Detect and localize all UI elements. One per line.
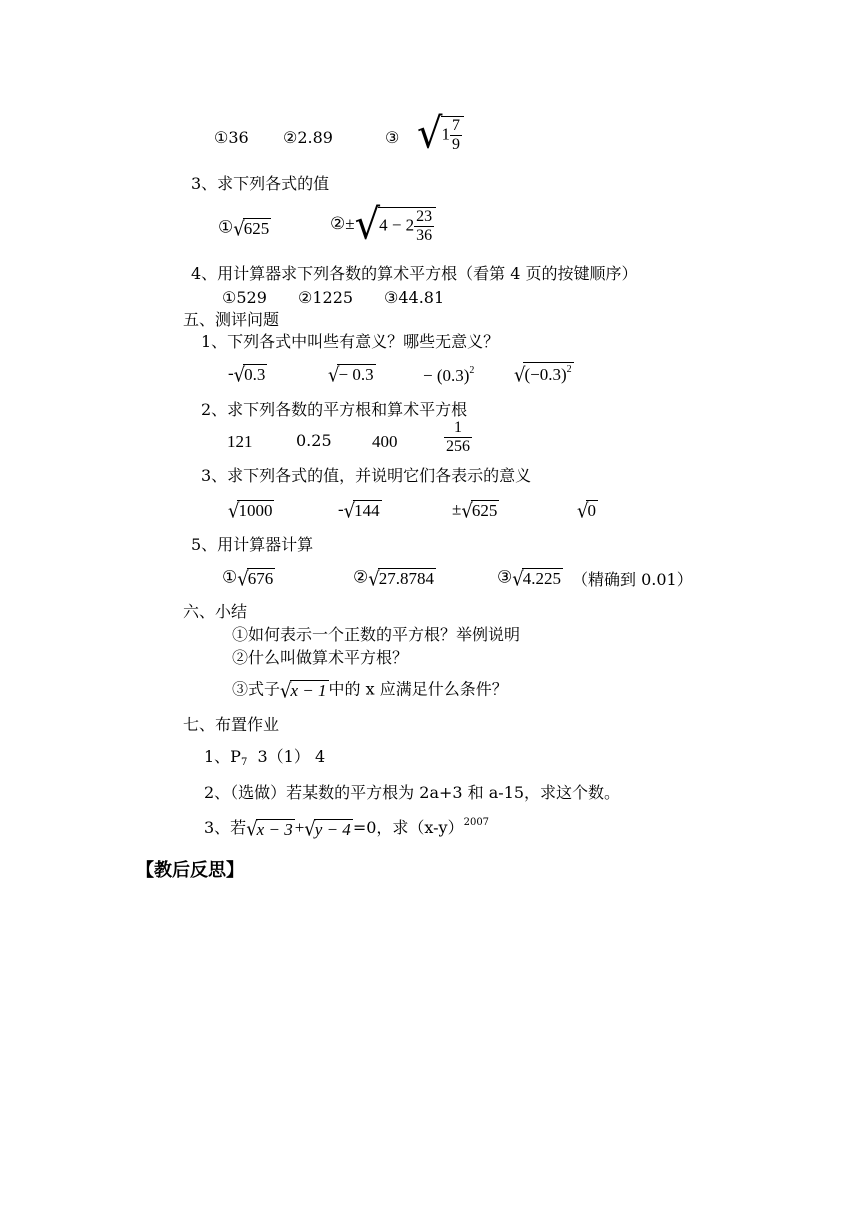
q3-expr-a: ①√625 — [218, 217, 270, 241]
s5-q5-expr-b: ②√27.8784 — [353, 567, 434, 591]
s5-q3-expr-d: √0 — [577, 499, 596, 523]
s5-q2-item-c: 400 — [372, 432, 398, 451]
s5-q1-expr-d: $√(-0.3)^2$ — [514, 363, 572, 387]
section-5-title: 五、测评问题 — [183, 310, 280, 329]
s5-q3-title: 3、求下列各式的值，并说明它们各表示的意义 — [201, 466, 532, 485]
s5-q2-item-a: 121 — [227, 432, 253, 451]
section-7-title: 七、布置作业 — [183, 715, 280, 734]
reflection-heading: 【教后反思】 — [136, 860, 244, 881]
s5-q1-title: 1、下列各式中叫些有意义？哪些无意义？ — [201, 332, 500, 351]
s7-hw-3: 3、若√x − 3 +√y − 4 =0，求$(x-y)^{2007}$ — [204, 817, 490, 842]
s5-q1-expr-a: -√0.3 — [228, 363, 266, 387]
s6-item-3: ③式子√x − 1 中的 x 应满足什么条件？ — [232, 679, 508, 703]
q2-item-3-expr: √1 $\frac{7}{9}$ — [417, 114, 464, 154]
q4-item-b: ②1225 — [298, 288, 354, 307]
s5-q2-item-b: 0.25 — [296, 431, 332, 450]
s5-q3-expr-b: -√144 — [338, 499, 380, 523]
q4-item-c: ③44.81 — [384, 288, 445, 307]
q3-expr-b: ②±√4 − 2 $\frac{23}{36}$ — [330, 205, 436, 245]
q2-item-2: ②2.89 — [283, 128, 333, 147]
s5-q3-expr-a: √1000 — [228, 499, 273, 523]
s5-q5-note: （精确到 0.01） — [572, 570, 693, 589]
q4-item-a: ①529 — [222, 288, 267, 307]
q2-item-3-label: ③ — [385, 128, 400, 147]
q4-title: 4、用计算器求下列各数的算术平方根（看第 4 页的按键顺序） — [191, 264, 638, 283]
s5-q1-expr-c: − $(0.3)^2$ — [423, 365, 475, 385]
section-6-title: 六、小结 — [183, 602, 248, 621]
s6-item-1: ①如何表示一个正数的平方根？举例说明 — [232, 625, 521, 644]
q2-item-1: ①36 — [214, 128, 249, 147]
s5-q5-expr-a: ①√676 — [222, 567, 274, 591]
s5-q2-item-d: $\frac{1}{256}$ — [446, 419, 470, 455]
s6-item-2: ②什么叫做算术平方根？ — [232, 648, 409, 667]
s5-q5-title: 5、用计算器计算 — [191, 535, 314, 554]
s5-q5-expr-c: ③√4.225 — [497, 567, 561, 591]
s5-q2-title: 2、求下列各数的平方根和算术平方根 — [201, 400, 468, 419]
s7-hw-2: 2、（选做）若某数的平方根为 2a+3 和 a-15，求这个数。 — [204, 783, 621, 802]
q3-title: 3、求下列各式的值 — [191, 174, 330, 193]
s5-q1-expr-b: √− 0.3 — [328, 363, 374, 387]
s7-hw-1: 1、$P_7$ 3（1） 4 — [204, 747, 326, 768]
s5-q3-expr-c: ±√625 — [452, 499, 498, 523]
